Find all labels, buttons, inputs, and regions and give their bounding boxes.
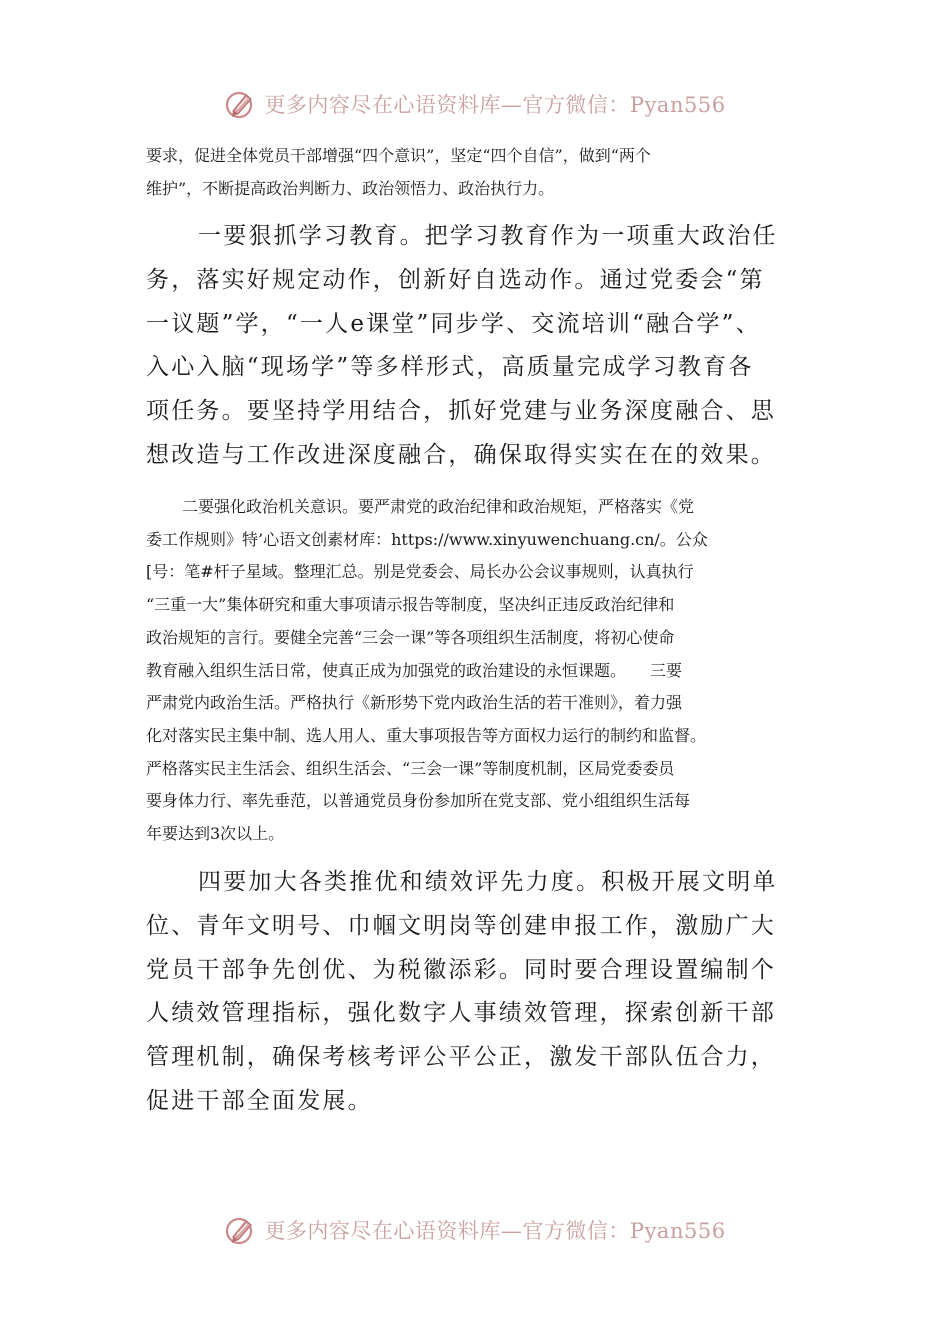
text-line: 委工作规则》特’心语文创素材库：https://www.xinyuwenchuang.cn/。公众 (146, 529, 708, 549)
footer-banner (0, 1206, 950, 1254)
paragraph-political-awareness (146, 491, 818, 851)
text-line: 一议题”学，“一人e课堂”同步学、交流培训“融合学”、 (146, 310, 761, 337)
text-line: 入心入脑“现场学”等多样形式，高质量完成学习教育各 (146, 354, 754, 381)
text-line: 管理机制，确保考核考评公平公正，激发干部队伍合力， (146, 1044, 776, 1071)
paragraph-study-education (146, 215, 818, 478)
paragraph-text (146, 140, 818, 205)
banner-text: 更多内容尽在心语资料库—官方微信：Pyan556 (264, 1219, 726, 1243)
text-line: 项任务。要坚持学用结合，抓好党建与业务深度融合、思 (146, 398, 776, 425)
text-line: 化对落实民主集中制、选人用人、重大事项报告等方面权力运行的制约和监督。 (146, 725, 707, 745)
pen-nib-logo-icon (224, 1213, 258, 1247)
paragraph-text (146, 861, 818, 1124)
paragraph-text (146, 215, 818, 478)
text-line: 促进干部全面发展。 (146, 1087, 373, 1114)
text-line: 四要加大各类推优和绩效评先力度。积极开展文明单 (198, 869, 778, 895)
text-line: 二要强化政治机关意识。要严肃党的政治纪律和政治规矩，严格落实《党 (182, 497, 695, 516)
text-line: 严格落实民主生活会、组织生活会、“三会一课”等制度机制，区局党委委员 (146, 758, 675, 778)
text-line: 人绩效管理指标，强化数字人事绩效管理，探索创新干部 (146, 1000, 776, 1027)
text-line: 要身体力行、率先垂范，以普通党员身份参加所在党支部、党小组组织生活每 (146, 791, 691, 811)
text-line: 政治规矩的言行。要健全完善“三会一课”等各项组织生活制度，将初心使命 (146, 627, 675, 647)
text-line: 教育融入组织生活日常，使真正成为加强党的政治建设的永恒课题。 三要 (146, 660, 683, 680)
paragraph-intro (146, 140, 818, 205)
paragraph-performance-evaluation (146, 861, 818, 1124)
text-line: 要求，促进全体党员干部增强“四个意识”，坚定“四个自信”，做到“两个 (146, 146, 651, 165)
paragraph-text (146, 491, 818, 851)
text-line: 党员干部争先创优、为税徽添彩。同时要合理设置编制个 (146, 956, 776, 983)
text-line: [号：笔#杆子星域。整理汇总。别是党委会、局长办公会议事规则，认真执行 (146, 562, 694, 582)
text-line: 维护”，不断提高政治判断力、政治领悟力、政治执行力。 (146, 178, 555, 198)
text-line: 位、青年文明号、巾帼文明岗等创建申报工作，激励广大 (146, 912, 776, 939)
text-line: “三重一大”集体研究和重大事项请示报告等制度，坚决纠正违反政治纪律和 (146, 595, 675, 615)
header-banner (0, 80, 950, 128)
text-line: 务，落实好规定动作，创新好自选动作。通过党委会“第 (146, 266, 765, 293)
text-line: 一要狠抓学习教育。把学习教育作为一项重大政治任 (198, 223, 778, 249)
text-line: 严肃党内政治生活。严格执行《新形势下党内政治生活的若干准则》，着力强 (146, 693, 683, 713)
text-line: 年要达到3次以上。 (146, 824, 285, 844)
banner-text: 更多内容尽在心语资料库—官方微信：Pyan556 (264, 93, 726, 117)
pen-nib-logo-icon (224, 87, 258, 121)
text-line: 想改造与工作改进深度融合，确保取得实实在在的效果。 (146, 441, 776, 468)
